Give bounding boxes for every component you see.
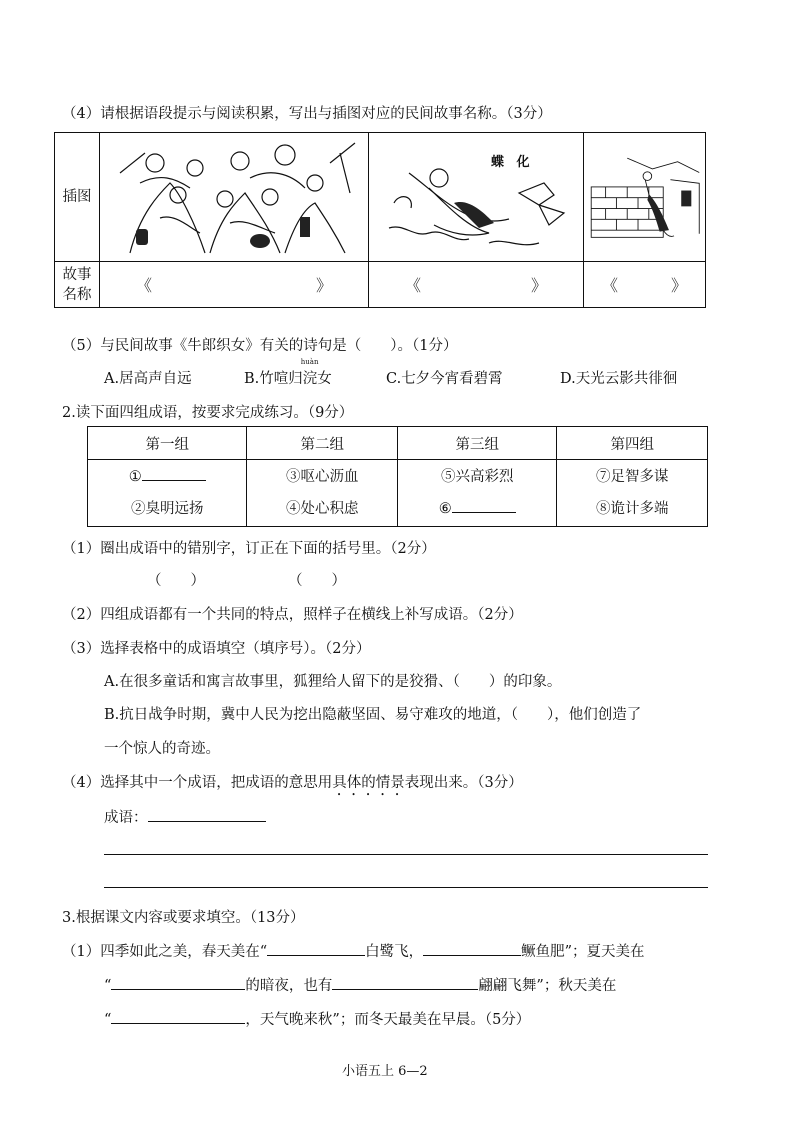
option-text: 竹喧归 [259, 371, 303, 387]
group-header: 第四组 [557, 427, 708, 460]
illustration-meng-jiangnu [584, 133, 706, 262]
q3-text: ，天气晚来秋”；而冬天最美在早晨。（5分） [245, 1012, 531, 1028]
page-footer: 小语五上 6—2 [342, 1064, 428, 1079]
fill-blank-5[interactable] [111, 1023, 245, 1024]
sub4-text: （4）选择其中一个成语，把成语的意思用 [62, 775, 333, 791]
q3-line-1 [62, 940, 645, 961]
story-name-answer-2[interactable] [369, 262, 584, 308]
q3-line-3 [104, 1008, 530, 1029]
close-bracket: 》 [530, 276, 547, 295]
option-text: 居高声自远 [119, 371, 192, 387]
correction-paren-1[interactable]: （ ） [147, 573, 205, 589]
q3-text: 白鹭飞， [365, 944, 424, 960]
pinyin-annotation: huàn [300, 358, 319, 366]
open-bracket: 《 [136, 276, 153, 295]
q2-sub3: （3）选择表格中的成语填空（填序号）。（2分） [62, 641, 371, 657]
option-text: 七夕今宵看碧霄 [401, 371, 503, 387]
q5-prompt: （5）与民间故事《牛郎织女》有关的诗句是（ ）。（1分） [62, 338, 458, 354]
q3-text: 翩翩飞舞”；秋天美在 [478, 978, 617, 994]
row-label-story-name [55, 262, 100, 308]
idiom-blank-1[interactable] [142, 480, 206, 481]
q4-prompt: （4）请根据语段提示与阅读积累，写出与插图对应的民间故事名称。（3分） [62, 106, 552, 122]
answer-line-1[interactable] [104, 854, 708, 855]
idiom-6[interactable] [399, 493, 555, 525]
option-letter: B. [244, 371, 260, 387]
fill-blank-2[interactable] [423, 955, 521, 956]
idiom-input-line[interactable] [148, 821, 266, 822]
fill-blank-4[interactable] [332, 989, 478, 990]
idiom-label: 成语： [104, 810, 148, 826]
open-bracket: 《 [602, 276, 619, 295]
row-label-illustration: 插图 [55, 133, 100, 262]
idiom-blank-6[interactable] [452, 512, 516, 513]
option-letter: C. [386, 371, 402, 387]
q3-text: 鳜鱼肥”；夏天美在 [521, 944, 645, 960]
open-bracket: 《 [405, 276, 422, 295]
q2-sub3-b-line1: B.抗日战争时期，冀中人民为挖出隐蔽坚固、易守难攻的地道，（ ），他们创造了 [104, 707, 642, 723]
story-name-answer-3[interactable] [584, 262, 706, 308]
answer-line-2[interactable] [104, 887, 708, 888]
close-bracket: 》 [315, 276, 332, 295]
idiom-number: ① [128, 469, 142, 485]
great-wall-illustration [584, 133, 705, 261]
q5-option-a[interactable] [104, 367, 192, 388]
q2-sub1: （1）圈出成语中的错别字，订正在下面的括号里。（2分） [62, 541, 436, 557]
illustration-butterfly-lovers [369, 133, 584, 262]
q3-line-2 [104, 974, 616, 995]
story-name-label-line1: 故事 [62, 266, 92, 283]
q3-text: 的暗夜，也有 [245, 978, 333, 994]
q2-sub4 [62, 771, 523, 799]
sub4-emphasis: 具体的情景 [332, 775, 405, 791]
option-text: 天光云影共徘徊 [575, 371, 678, 387]
idiom-5: ⑤兴高彩烈 [440, 469, 514, 485]
illustration-eight-immortals [100, 133, 369, 262]
group-header: 第二组 [247, 427, 398, 460]
group-header: 第一组 [88, 427, 247, 460]
q2-sub3-b-line2: 一个惊人的奇迹。 [104, 741, 220, 757]
q5-option-c[interactable] [386, 367, 503, 388]
group-3-cell [397, 460, 556, 527]
q2-title: 2.读下面四组成语，按要求完成练习。（9分） [62, 405, 354, 421]
illustration-caption: 蝶 化 [491, 155, 534, 170]
idiom-7: ⑦足智多谋 [595, 469, 669, 485]
idiom-table [87, 426, 708, 527]
eight-immortals-illustration [100, 133, 368, 261]
idiom-4: ④处心积虑 [285, 501, 359, 517]
q5-option-d[interactable] [560, 367, 677, 388]
sub4-text: 表现出来。（3分） [404, 775, 523, 791]
q2-sub2: （2）四组成语都有一个共同的特点，照样子在横线上补写成语。（2分） [62, 607, 523, 623]
group-2-cell [247, 460, 398, 527]
option-text: 女 [317, 371, 332, 387]
q5-option-b[interactable] [244, 358, 332, 388]
q3-title: 3.根据课文内容或要求填空。（13分） [62, 910, 305, 926]
idiom-number: ⑥ [438, 501, 452, 517]
q3-text: “ [104, 1012, 112, 1028]
butterfly-lovers-illustration [369, 133, 583, 261]
idiom-3: ③呕心沥血 [285, 469, 359, 485]
fill-blank-1[interactable] [267, 955, 365, 956]
story-name-label-line2: 名称 [62, 286, 92, 303]
idiom-1[interactable] [89, 461, 245, 493]
fill-blank-3[interactable] [111, 989, 245, 990]
idiom-choice [104, 806, 266, 827]
option-letter: D. [560, 371, 576, 387]
idiom-8: ⑧诡计多端 [595, 501, 669, 517]
q3-text: “ [104, 978, 112, 994]
group-1-cell [88, 460, 247, 527]
q2-sub3-a: A.在很多童话和寓言故事里，狐狸给人留下的是狡猾、（ ）的印象。 [104, 674, 562, 690]
story-table [54, 132, 706, 308]
annotated-char: 浣 [302, 371, 318, 387]
idiom-2: ②臭明远扬 [130, 501, 204, 517]
story-name-answer-1[interactable] [100, 262, 369, 308]
close-bracket: 》 [670, 276, 687, 295]
group-4-cell [557, 460, 708, 527]
correction-paren-2[interactable]: （ ） [288, 573, 346, 589]
group-header: 第三组 [397, 427, 556, 460]
q3-text: （1）四季如此之美，春天美在“ [62, 944, 268, 960]
option-letter: A. [104, 371, 120, 387]
